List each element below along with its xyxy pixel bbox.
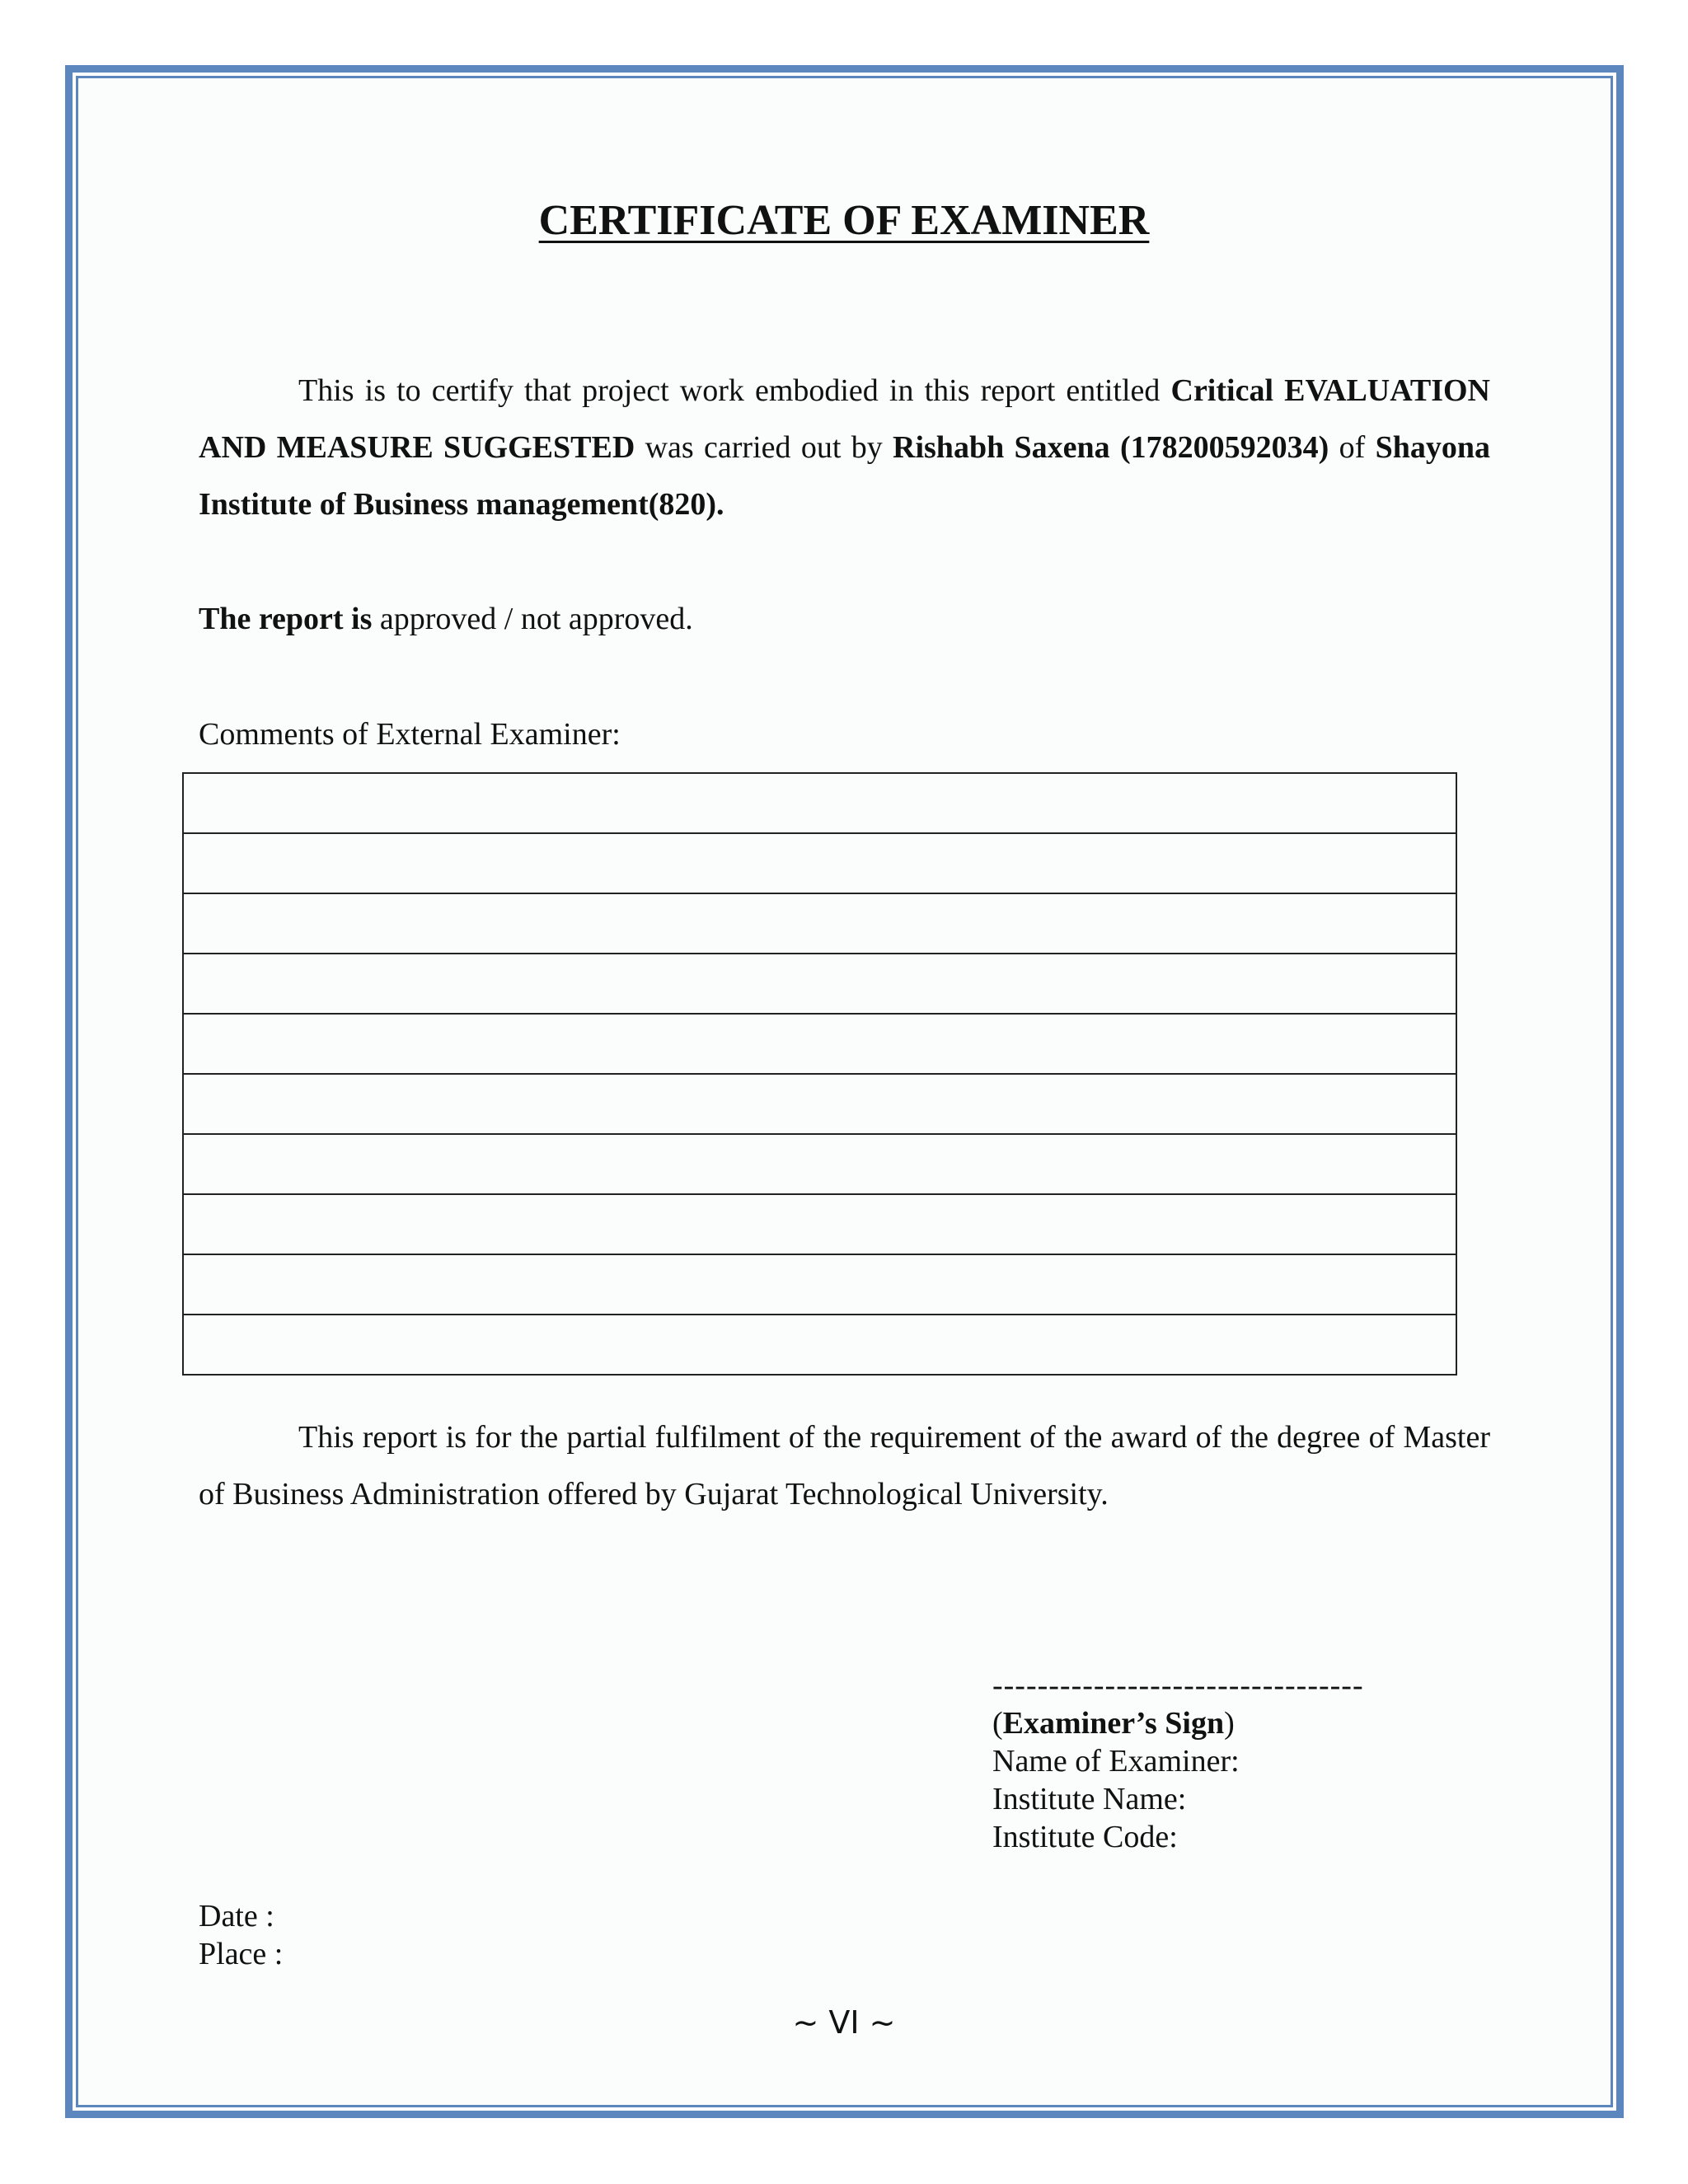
institute-code-field: Institute Code: — [992, 1820, 1178, 1854]
comment-cell — [183, 833, 1456, 893]
institute-name: Shayona Institute of Business management(820). — [199, 430, 1490, 522]
comments-label: Comments of External Examiner: — [199, 717, 621, 752]
certification-paragraph — [199, 363, 1490, 533]
comments-table-body — [183, 773, 1456, 1375]
examiner-name-field: Name of Examiner: — [992, 1744, 1240, 1779]
date-field: Date : — [199, 1899, 274, 1933]
comment-row — [183, 1074, 1456, 1134]
fulfilment-paragraph: This report is for the partial fulfilment of the requirement of the award of the degree of Master of Business Administration offered by Gujarat Technological University. — [199, 1420, 1490, 1511]
signature-block — [992, 1666, 1364, 1856]
comment-cell — [183, 1014, 1456, 1074]
student-name: Rishabh Saxena (178200592034) — [893, 430, 1329, 465]
comment-cell — [183, 1254, 1456, 1315]
place-field: Place : — [199, 1937, 284, 1971]
comment-cell — [183, 1194, 1456, 1254]
comment-row — [183, 893, 1456, 954]
approval-line — [199, 599, 693, 639]
comment-row — [183, 1254, 1456, 1315]
of-text: of — [1329, 430, 1376, 465]
institute-name-field: Institute Name: — [992, 1782, 1187, 1816]
carried-out-by-text: was carried out by — [635, 430, 893, 465]
comment-cell — [183, 1134, 1456, 1194]
approval-status: approved / not approved. — [372, 602, 693, 636]
comments-table — [182, 772, 1457, 1376]
examiner-sign-label — [992, 1704, 1364, 1742]
certificate-title: CERTIFICATE OF EXAMINER — [538, 197, 1150, 244]
comment-row — [183, 1134, 1456, 1194]
comment-row — [183, 833, 1456, 893]
certification-intro: This is to certify that project work embodied in this report entitled — [298, 373, 1171, 408]
comment-row — [183, 1014, 1456, 1074]
comment-cell — [183, 1315, 1456, 1375]
comment-cell — [183, 773, 1456, 833]
sign-open-paren: ( — [992, 1706, 1003, 1741]
comment-cell — [183, 1074, 1456, 1134]
approval-label: The report is — [199, 602, 373, 636]
comment-cell — [183, 954, 1456, 1014]
comment-row — [183, 773, 1456, 833]
date-place-block — [199, 1897, 283, 1973]
examiner-sign-text: Examiner’s Sign — [1002, 1706, 1225, 1741]
project-title: Critical EVALUATION AND MEASURE SUGGESTED — [199, 373, 1490, 465]
sign-close-paren: ) — [1224, 1706, 1235, 1741]
comment-row — [183, 1315, 1456, 1375]
comment-row — [183, 954, 1456, 1014]
comment-row — [183, 1194, 1456, 1254]
signature-line: --------------------------------- — [992, 1668, 1364, 1703]
comment-cell — [183, 893, 1456, 954]
page-number: ~ VI ~ — [792, 2004, 896, 2041]
